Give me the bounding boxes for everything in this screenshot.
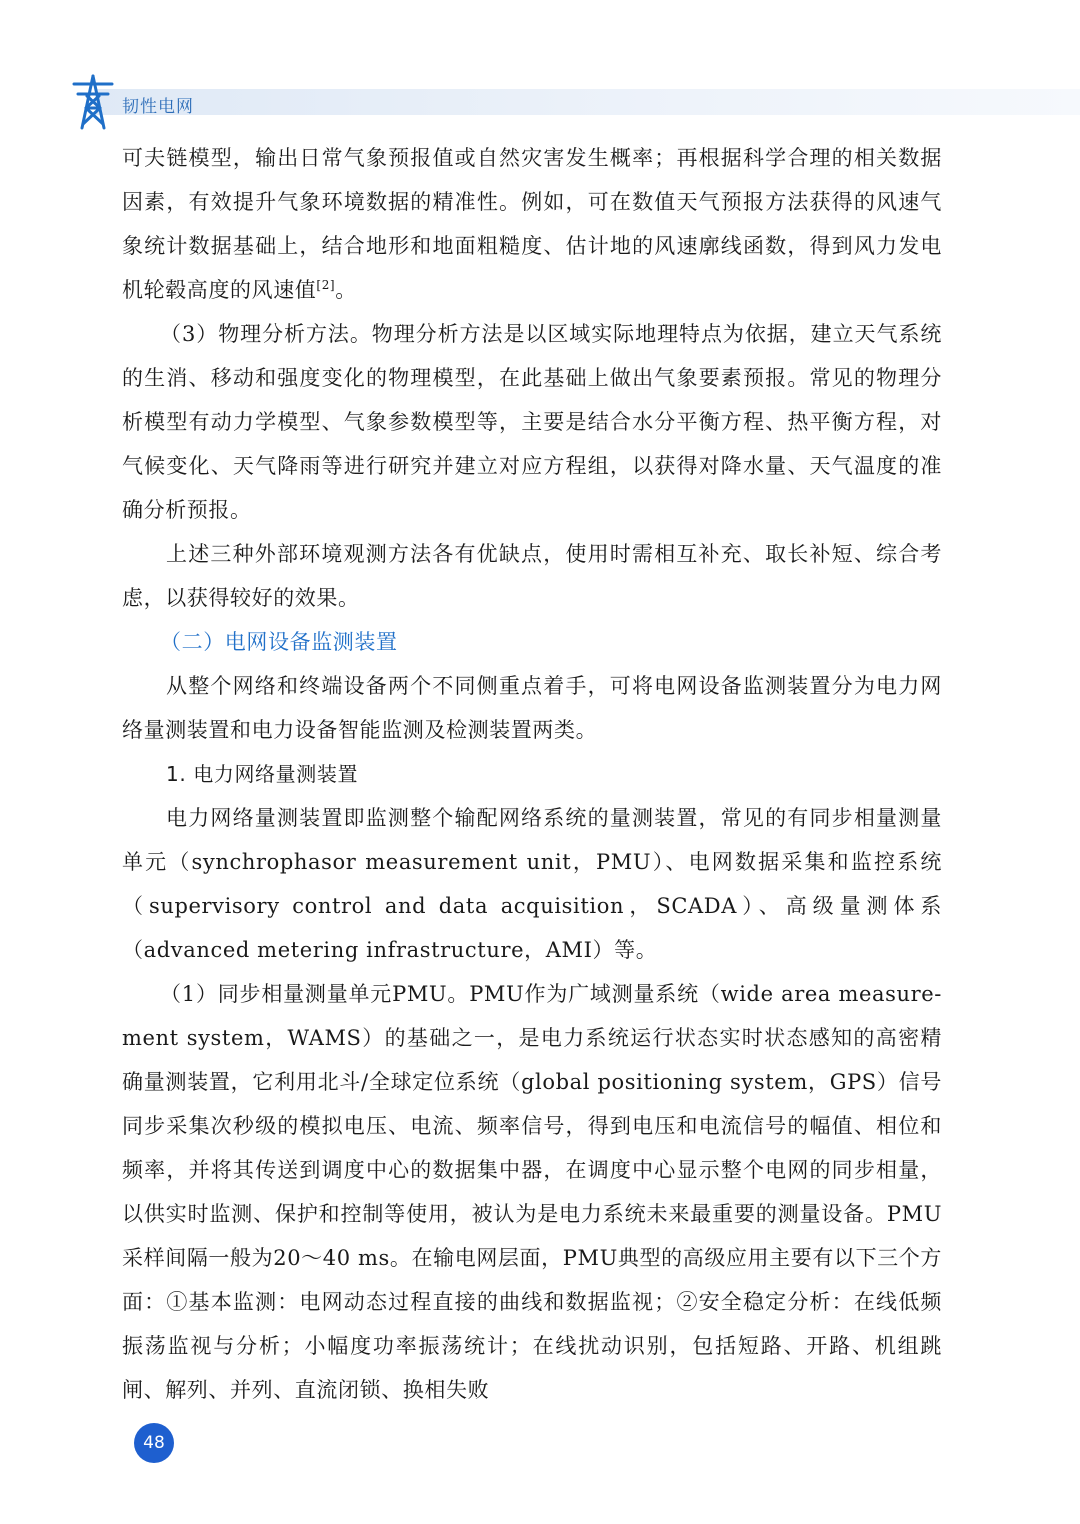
paragraph: （1）同步相量测量单元PMU。PMU作为广域测量系统（wide area measure-ment system，WAMS）的基础之一，是电力系统运行状态实时状态感知的高密精确量测装置，它利用北斗/全球定位系统（global positioning system，GPS）信号同步采集次秒级的模拟电压、电流、频率信号，得到电压和电流信号的幅值、相位和频率，并将其传送到调度中心的数据集中器，在调度中心显示整个电网的同步相量，以供实时监测、保护和控制等使用，被认为是电力系统未来最重要的测量设备。PMU采样间隔一般为20～40 ms。在输电网层面，PMU典型的高级应用主要有以下三个方面：①基本监测：电网动态过程直接的曲线和数据监视；②安全稳定分析：在线低频振荡监视与分析；小幅度功率振荡统计；在线扰动识别，包括短路、开路、机组跳闸、解列、并列、直流闭锁、换相失败 (122, 982, 942, 1402)
running-title: 韧性电网 (122, 97, 194, 117)
section-heading: （二）电网设备监测装置 (160, 630, 398, 654)
paragraph: 电力网络量测装置即监测整个输配网络系统的量测装置，常见的有同步相量测量单元（synchrophasor measurement unit，PMU）、电网数据采集和监控系统（supervisory control and data acquisition，SCADA）、高级量测体系（advanced metering infrastructure，AMI）等。 (122, 806, 942, 962)
page-header (0, 0, 1080, 140)
citation-ref: [2] (316, 278, 336, 292)
header-band (96, 89, 1080, 115)
paragraph: 上述三种外部环境观测方法各有优缺点，使用时需相互补充、取长补短、综合考虑，以获得较好的效果。 (122, 542, 942, 610)
paragraph-end: 。 (335, 278, 357, 302)
page-body (122, 136, 942, 1412)
page-number: 48 (134, 1423, 174, 1463)
subsection-heading: 1. 电力网络量测装置 (166, 762, 359, 786)
paragraph: 从整个网络和终端设备两个不同侧重点着手，可将电网设备监测装置分为电力网络量测装置和电力设备智能监测及检测装置两类。 (122, 674, 942, 742)
paragraph: （3）物理分析方法。物理分析方法是以区域实际地理特点为依据，建立天气系统的生消、移动和强度变化的物理模型，在此基础上做出气象要素预报。常见的物理分析模型有动力学模型、气象参数模型等，主要是结合水分平衡方程、热平衡方程，对气候变化、天气降雨等进行研究并建立对应方程组，以获得对降水量、天气温度的准确分析预报。 (122, 322, 942, 522)
power-tower-icon (70, 74, 116, 130)
paragraph-text: 可夫链模型，输出日常气象预报值或自然灾害发生概率；再根据科学合理的相关数据因素，有效提升气象环境数据的精准性。例如，可在数值天气预报方法获得的风速气象统计数据基础上，结合地形和地面粗糙度、估计地的风速廓线函数，得到风力发电机轮毂高度的风速值 (122, 146, 942, 302)
paragraph (122, 136, 942, 312)
